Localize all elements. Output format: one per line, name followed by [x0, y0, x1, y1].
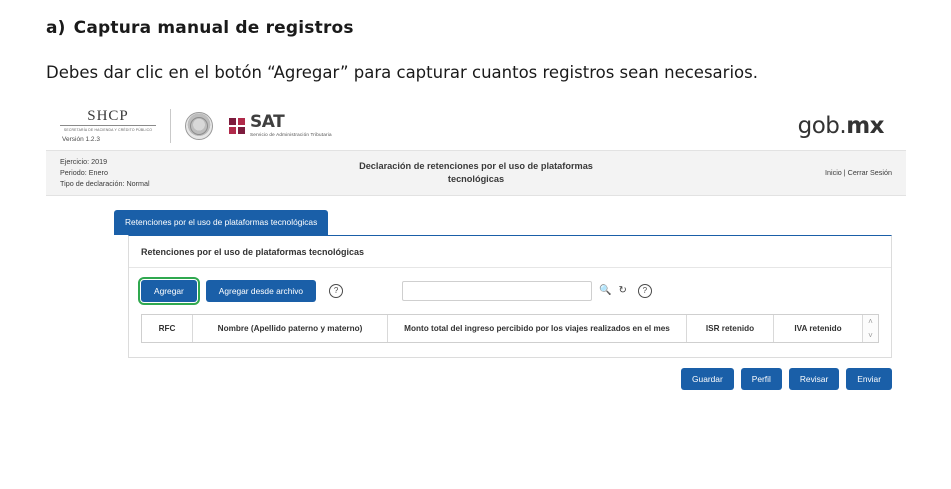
header-divider-1: [170, 109, 171, 143]
column-header-iva: IVA retenido: [794, 323, 842, 333]
app-version: Versión 1.2.3: [62, 136, 100, 144]
sat-logo: [229, 111, 332, 138]
retenciones-table: [141, 314, 879, 343]
table-scrollbar[interactable]: [862, 315, 878, 342]
document-body: [0, 0, 951, 86]
revisar-button[interactable]: Revisar: [789, 368, 839, 390]
gobmx-logo: [798, 113, 892, 139]
panel-title: Retenciones por el uso de plataformas tecnológicas: [129, 236, 891, 268]
declaration-meta: [60, 156, 290, 189]
instruction-paragraph: Debes dar clic en el botón “Agregar” para capturar cuantos registros sean necesarios.: [46, 63, 758, 82]
retenciones-panel: [128, 235, 892, 358]
search-help-icon[interactable]: ?: [638, 284, 652, 298]
national-seal-icon: [185, 112, 213, 140]
column-header-isr: ISR retenido: [687, 315, 774, 342]
sat-squares-icon: [229, 118, 245, 134]
scroll-down-icon[interactable]: ˅: [868, 330, 873, 340]
gobmx-bold: mx: [846, 112, 884, 139]
table-header-row: [142, 315, 862, 342]
scroll-up-icon[interactable]: ˄: [868, 316, 873, 326]
shcp-title: SHCP: [60, 108, 156, 127]
shcp-subtitle: SECRETARÍA DE HACIENDA Y CRÉDITO PÚBLICO: [63, 128, 153, 133]
declaration-title-line1: Declaración de retenciones por el uso de plataformas: [359, 160, 593, 171]
sat-name: SAT: [250, 111, 285, 132]
search-input[interactable]: [402, 281, 592, 301]
heading-text: Captura manual de registros: [73, 18, 354, 38]
app-body: [46, 196, 906, 390]
guardar-button[interactable]: Guardar: [681, 368, 734, 390]
page-heading: [46, 18, 905, 38]
perfil-button[interactable]: Perfil: [741, 368, 782, 390]
search-icon[interactable]: 🔍: [599, 284, 612, 296]
agregar-button[interactable]: Agregar: [141, 280, 197, 302]
column-header-rfc: RFC: [142, 315, 193, 342]
enviar-button[interactable]: Enviar: [846, 368, 892, 390]
shcp-logo: [60, 108, 156, 144]
meta-ejercicio: Ejercicio: 2019: [60, 156, 108, 166]
tab-retenciones[interactable]: Retenciones por el uso de plataformas tecnológicas: [114, 210, 328, 235]
meta-periodo: Periodo: Enero: [60, 167, 108, 177]
application-screenshot: [46, 102, 906, 402]
search-area: [402, 281, 652, 301]
gobmx-text: gob.: [797, 112, 847, 139]
panel-toolbar: [129, 268, 891, 314]
meta-tipo: Tipo de declaración: Normal: [60, 179, 150, 189]
heading-label: a): [46, 18, 66, 38]
column-header-monto: Monto total del ingreso percibido por los viajes realizados en el mes: [388, 315, 687, 342]
footer-actions: [46, 358, 906, 390]
declaration-title-line2: tecnológicas: [447, 173, 505, 184]
refresh-icon[interactable]: ↻: [618, 284, 627, 296]
column-header-nombre: Nombre (Apellido paterno y materno): [193, 315, 388, 342]
sat-subtitle: Servicio de Administración Tributaria: [250, 131, 332, 137]
declaration-info-band: [46, 150, 906, 196]
agregar-desde-archivo-button[interactable]: Agregar desde archivo: [206, 280, 316, 302]
help-icon[interactable]: ?: [329, 284, 343, 298]
app-header: [46, 102, 906, 150]
session-links[interactable]: Inicio | Cerrar Sesión: [825, 168, 892, 178]
tab-bar: [46, 210, 906, 235]
